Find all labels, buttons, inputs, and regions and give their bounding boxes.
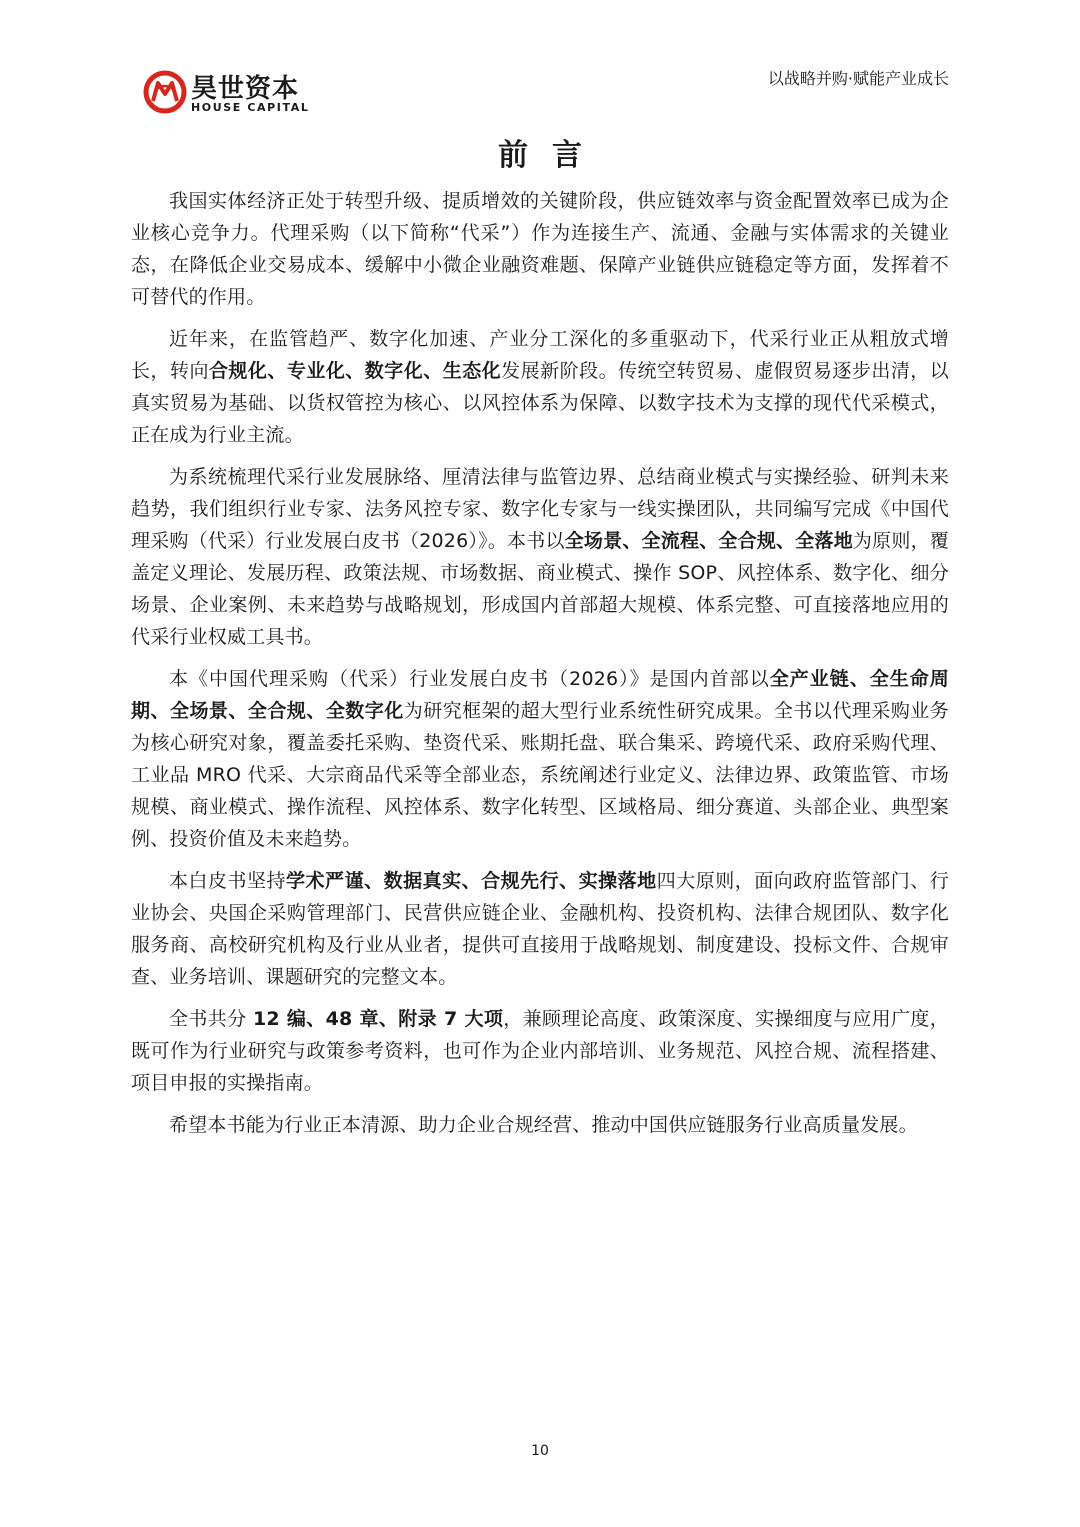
text-run: 全书共分 — [169, 1008, 253, 1030]
body-paragraph — [131, 663, 949, 855]
document-body — [131, 185, 949, 1151]
text-run: 四大原则，面向政府监管部门、行业协会、央国企采购管理部门、民营供应链企业、金融机构、投资机构、法律合规团队、数字化服务商、高校研究机构及行业从业者，提供可直接用于战略规划、制度建设、投标文件、合规审查、业务培训、课题研究的完整文本。 — [131, 870, 949, 988]
body-paragraph — [131, 865, 949, 993]
page-header — [0, 0, 1080, 130]
bold-phrase: 学术严谨、数据真实、合规先行、实操落地 — [286, 870, 657, 892]
bold-phrase: 全产业链、全生命周期、全场景、全合规、全数字化 — [131, 668, 949, 722]
text-run: 为研究框架的超大型行业系统性研究成果。全书以代理采购业务为核心研究对象，覆盖委托采购、垫资代采、账期托盘、联合集采、跨境代采、政府采购代理、工业品 MRO 代采、大宗商品代采等全部业态，系统阐述行业定义、法律边界、政策监管、市场规模、商业模式、操作流程、风控体系、数字化转型、区域格局、细分赛道、头部企业、典型案例、投资价值及未来趋势。 — [131, 700, 949, 850]
bold-phrase: 12 编、48 章、附录 7 大项 — [253, 1008, 504, 1030]
page-title: 前言 — [498, 138, 606, 173]
body-paragraph — [131, 1003, 949, 1099]
header-slogan: 以战略并购·赋能产业成长 — [767, 69, 949, 88]
text-run: 近年来，在监管趋严、数字化加速、产业分工深化的多重驱动下，代采行业正从粗放式增长，转向 — [131, 328, 949, 382]
text-run: 本《中国代理采购（代采）行业发展白皮书（2026）》是国内首部以 — [169, 668, 770, 690]
page-number: 10 — [531, 1443, 549, 1459]
body-paragraph — [131, 1109, 949, 1141]
logo-english-name: HOUSE CAPITAL — [191, 101, 310, 114]
logo-chinese-name: 昊世资本 — [191, 74, 300, 104]
text-run: 我国实体经济正处于转型升级、提质增效的关键阶段，供应链效率与资金配置效率已成为企业核心竞争力。代理采购（以下简称“代采”）作为连接生产、流通、金融与实体需求的关键业态，在降低企业交易成本、缓解中小微企业融资难题、保障产业链供应链稳定等方面，发挥着不可替代的作用。 — [131, 190, 949, 308]
house-capital-logo-icon — [143, 70, 187, 114]
text-run: 为系统梳理代采行业发展脉络、厘清法律与监管边界、总结商业模式与实操经验、研判未来趋势，我们组织行业专家、法务风控专家、数字化专家与一线实操团队，共同编写完成《中国代理采购（代采）行业发展白皮书（2026）》。本书以 — [131, 466, 949, 552]
body-paragraph — [131, 323, 949, 451]
text-run: 为原则，覆盖定义理论、发展历程、政策法规、市场数据、商业模式、操作 SOP、风控体系、数字化、细分场景、企业案例、未来趋势与战略规划，形成国内首部超大规模、体系完整、可直接落地应用的代采行业权威工具书。 — [131, 530, 949, 648]
company-logo — [143, 66, 313, 118]
bold-phrase: 全场景、全流程、全合规、全落地 — [564, 530, 853, 552]
text-run: ，兼顾理论高度、政策深度、实操细度与应用广度，既可作为行业研究与政策参考资料，也可作为企业内部培训、业务规范、风控合规、流程搭建、项目申报的实操指南。 — [131, 1008, 949, 1094]
text-run: 发展新阶段。传统空转贸易、虚假贸易逐步出清，以真实贸易为基础、以货权管控为核心、以风控体系为保障、以数字技术为支撑的现代代采模式，正在成为行业主流。 — [131, 360, 949, 446]
body-paragraph — [131, 461, 949, 653]
text-run: 希望本书能为行业正本清源、助力企业合规经营、推动中国供应链服务行业高质量发展。 — [169, 1114, 918, 1136]
bold-phrase: 合规化、专业化、数字化、生态化 — [208, 360, 502, 382]
text-run: 本白皮书坚持 — [169, 870, 287, 892]
body-paragraph — [131, 185, 949, 313]
